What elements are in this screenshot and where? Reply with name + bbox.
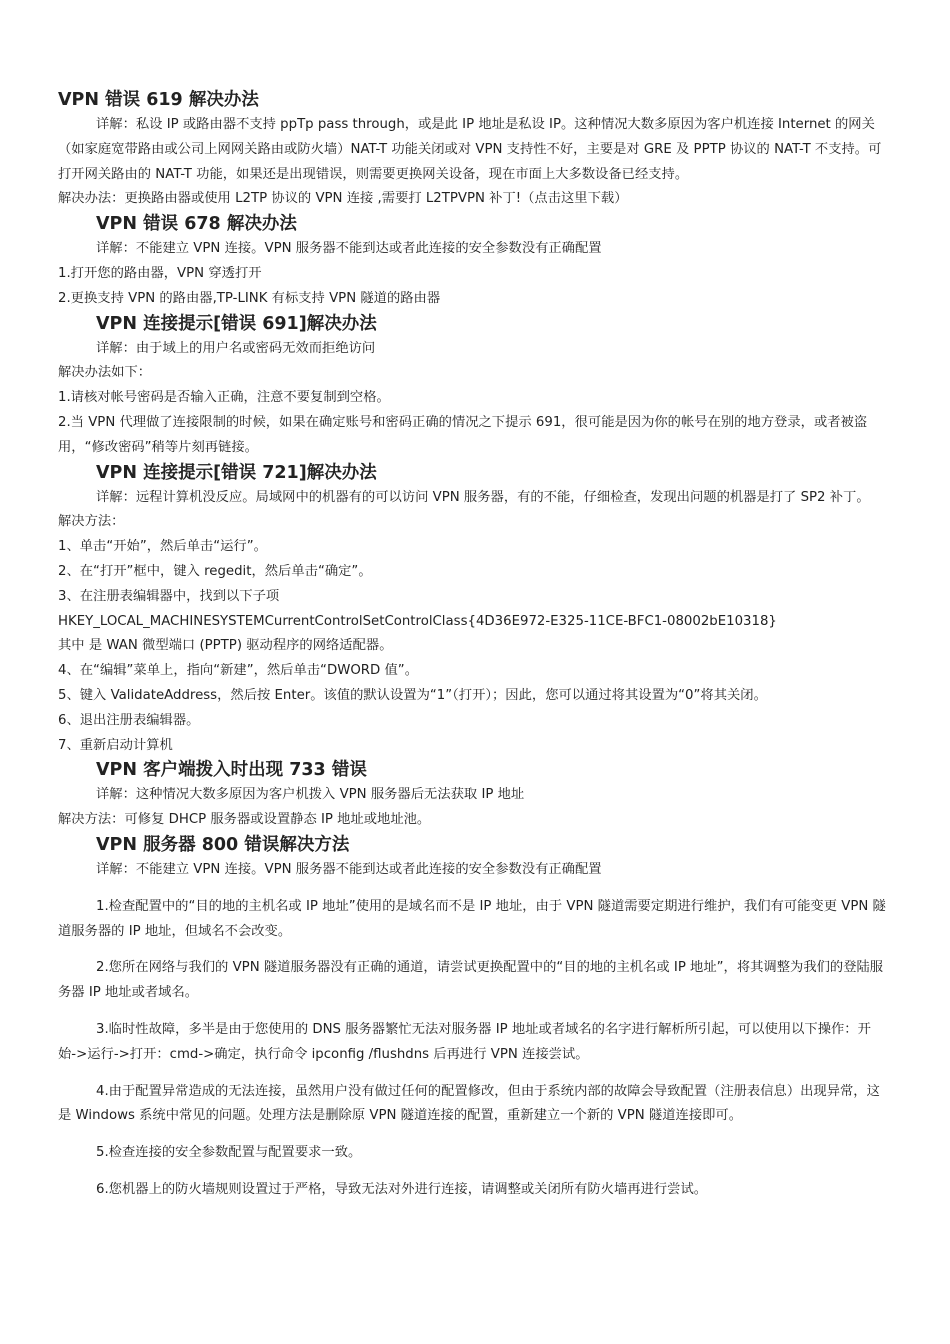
section-691-intro: 解决办法如下： [58,365,152,381]
section-721-step: 3、在注册表编辑器中，找到以下子项 [58,588,280,604]
section-691-item: 2.当 VPN 代理做了连接限制的时候，如果在确定账号和密码正确的情况之下提示 691，很可能是因为你的帐号在别的地方登录，或者被盗用，“修改密码”稍等片刻再链接。 [58,414,868,455]
section-721-detail: 详解：远程计算机没反应。局域网中的机器有的可以访问 VPN 服务器，有的不能，仔细检查，发现出问题的机器是打了 SP2 补丁。 [96,489,870,505]
section-733-detail: 详解：这种情况大数多原因为客户机拨入 VPN 服务器后无法获取 IP 地址 [96,787,525,803]
section-733-solution: 解决方法：可修复 DHCP 服务器或设置静态 IP 地址或地址池。 [58,812,431,828]
section-678-title: VPN 错误 678 解决办法 [96,214,297,235]
section-691-title: VPN 连接提示[错误 691]解决办法 [96,313,377,334]
section-721-step: 7、重新启动计算机 [58,737,173,753]
section-800-item: 1.检查配置中的“目的地的主机名或 IP 地址”使用的是域名而不是 IP 地址，由于 VPN 隧道需要定期进行维护，我们有可能变更 VPN 隧道服务器的 IP 地址，但域名不会改变。 [58,898,886,939]
section-721-step: 2、在“打开”框中，键入 regedit，然后单击“确定”。 [58,563,372,579]
section-721-step: 其中 是 WAN 微型端口 (PPTP) 驱动程序的网络适配器。 [58,638,393,654]
section-800-item: 6.您机器上的防火墙规则设置过于严格，导致无法对外进行连接，请调整或关闭所有防火墙再进行尝试。 [96,1181,708,1197]
section-800-item: 3.临时性故障，多半是由于您使用的 DNS 服务器繁忙无法对服务器 IP 地址或者域名的名字进行解析所引起，可以使用以下操作：开始->运行->打开：cmd->确定，执行命令 ipconfig /flushdns 后再进行 VPN 连接尝试。 [58,1021,871,1062]
registry-key-path: HKEY_LOCAL_MACHINESYSTEMCurrentControlSetControlClass{4D36E972-E325-11CE-BFC1-08002bE10318} [58,613,777,629]
section-800-item: 4.由于配置异常造成的无法连接，虽然用户没有做过任何的配置修改，但由于系统内部的故障会导致配置（注册表信息）出现异常，这是 Windows 系统中常见的问题。处理方法是删除原 VPN 隧道连接的配置，重新建立一个新的 VPN 隧道连接即可。 [58,1083,880,1124]
section-678-detail: 详解：不能建立 VPN 连接。VPN 服务器不能到达或者此连接的安全参数没有正确配置 [96,241,602,257]
section-721-intro: 解决方法： [58,514,125,530]
section-721-title: VPN 连接提示[错误 721]解决办法 [96,462,377,483]
section-678-item: 2.更换支持 VPN 的路由器,TP-LINK 有标支持 VPN 隧道的路由器 [58,290,441,306]
section-691-item: 1.请核对帐号密码是否输入正确，注意不要复制到空格。 [58,390,390,406]
section-619-title: VPN 错误 619 解决办法 [58,90,259,110]
section-619-solution: 解决办法：更换路由器或使用 L2TP 协议的 VPN 连接 ,需要打 L2TPVPN 补丁!（点击这里下载） [58,191,628,207]
document-page [58,88,888,1203]
section-800-detail: 详解：不能建立 VPN 连接。VPN 服务器不能到达或者此连接的安全参数没有正确配置 [96,861,602,877]
section-800-title: VPN 服务器 800 错误解决方法 [96,834,350,855]
section-800-item: 2.您所在网络与我们的 VPN 隧道服务器没有正确的通道，请尝试更换配置中的“目的地的主机名或 IP 地址”，将其调整为我们的登陆服务器 IP 地址或者域名。 [58,960,884,1001]
section-721-step: 6、退出注册表编辑器。 [58,712,200,728]
section-721-step: 1、单击“开始”，然后单击“运行”。 [58,539,267,555]
section-721-step: 4、在“编辑”菜单上，指向“新建”，然后单击“DWORD 值”。 [58,663,418,679]
section-691-detail: 详解：由于域上的用户名或密码无效而拒绝访问 [96,340,376,356]
section-619-detail: 详解：私设 IP 或路由器不支持 ppTp pass through，或是此 IP 地址是私设 IP。这种情况大数多原因为客户机连接 Internet 的网关（如家庭宽带路由或公司上网网关路由或防火墙）NAT-T 功能关闭或对 VPN 支持性不好，主要是对 GRE 及 PPTP 协议的 NAT-T 不支持。可打开网关路由的 NAT-T 功能，如果还是出现错误，则需要更换网关设备，现在市面上大多数设备已经支持。 [58,117,882,182]
section-800-item: 5.检查连接的安全参数配置与配置要求一致。 [96,1145,362,1161]
section-733-title: VPN 客户端拨入时出现 733 错误 [96,760,367,781]
section-678-item: 1.打开您的路由器，VPN 穿透打开 [58,265,262,281]
section-721-step: 5、键入 ValidateAddress，然后按 Enter。该值的默认设置为“1”（打开）；因此，您可以通过将其设置为“0”将其关闭。 [58,687,767,703]
